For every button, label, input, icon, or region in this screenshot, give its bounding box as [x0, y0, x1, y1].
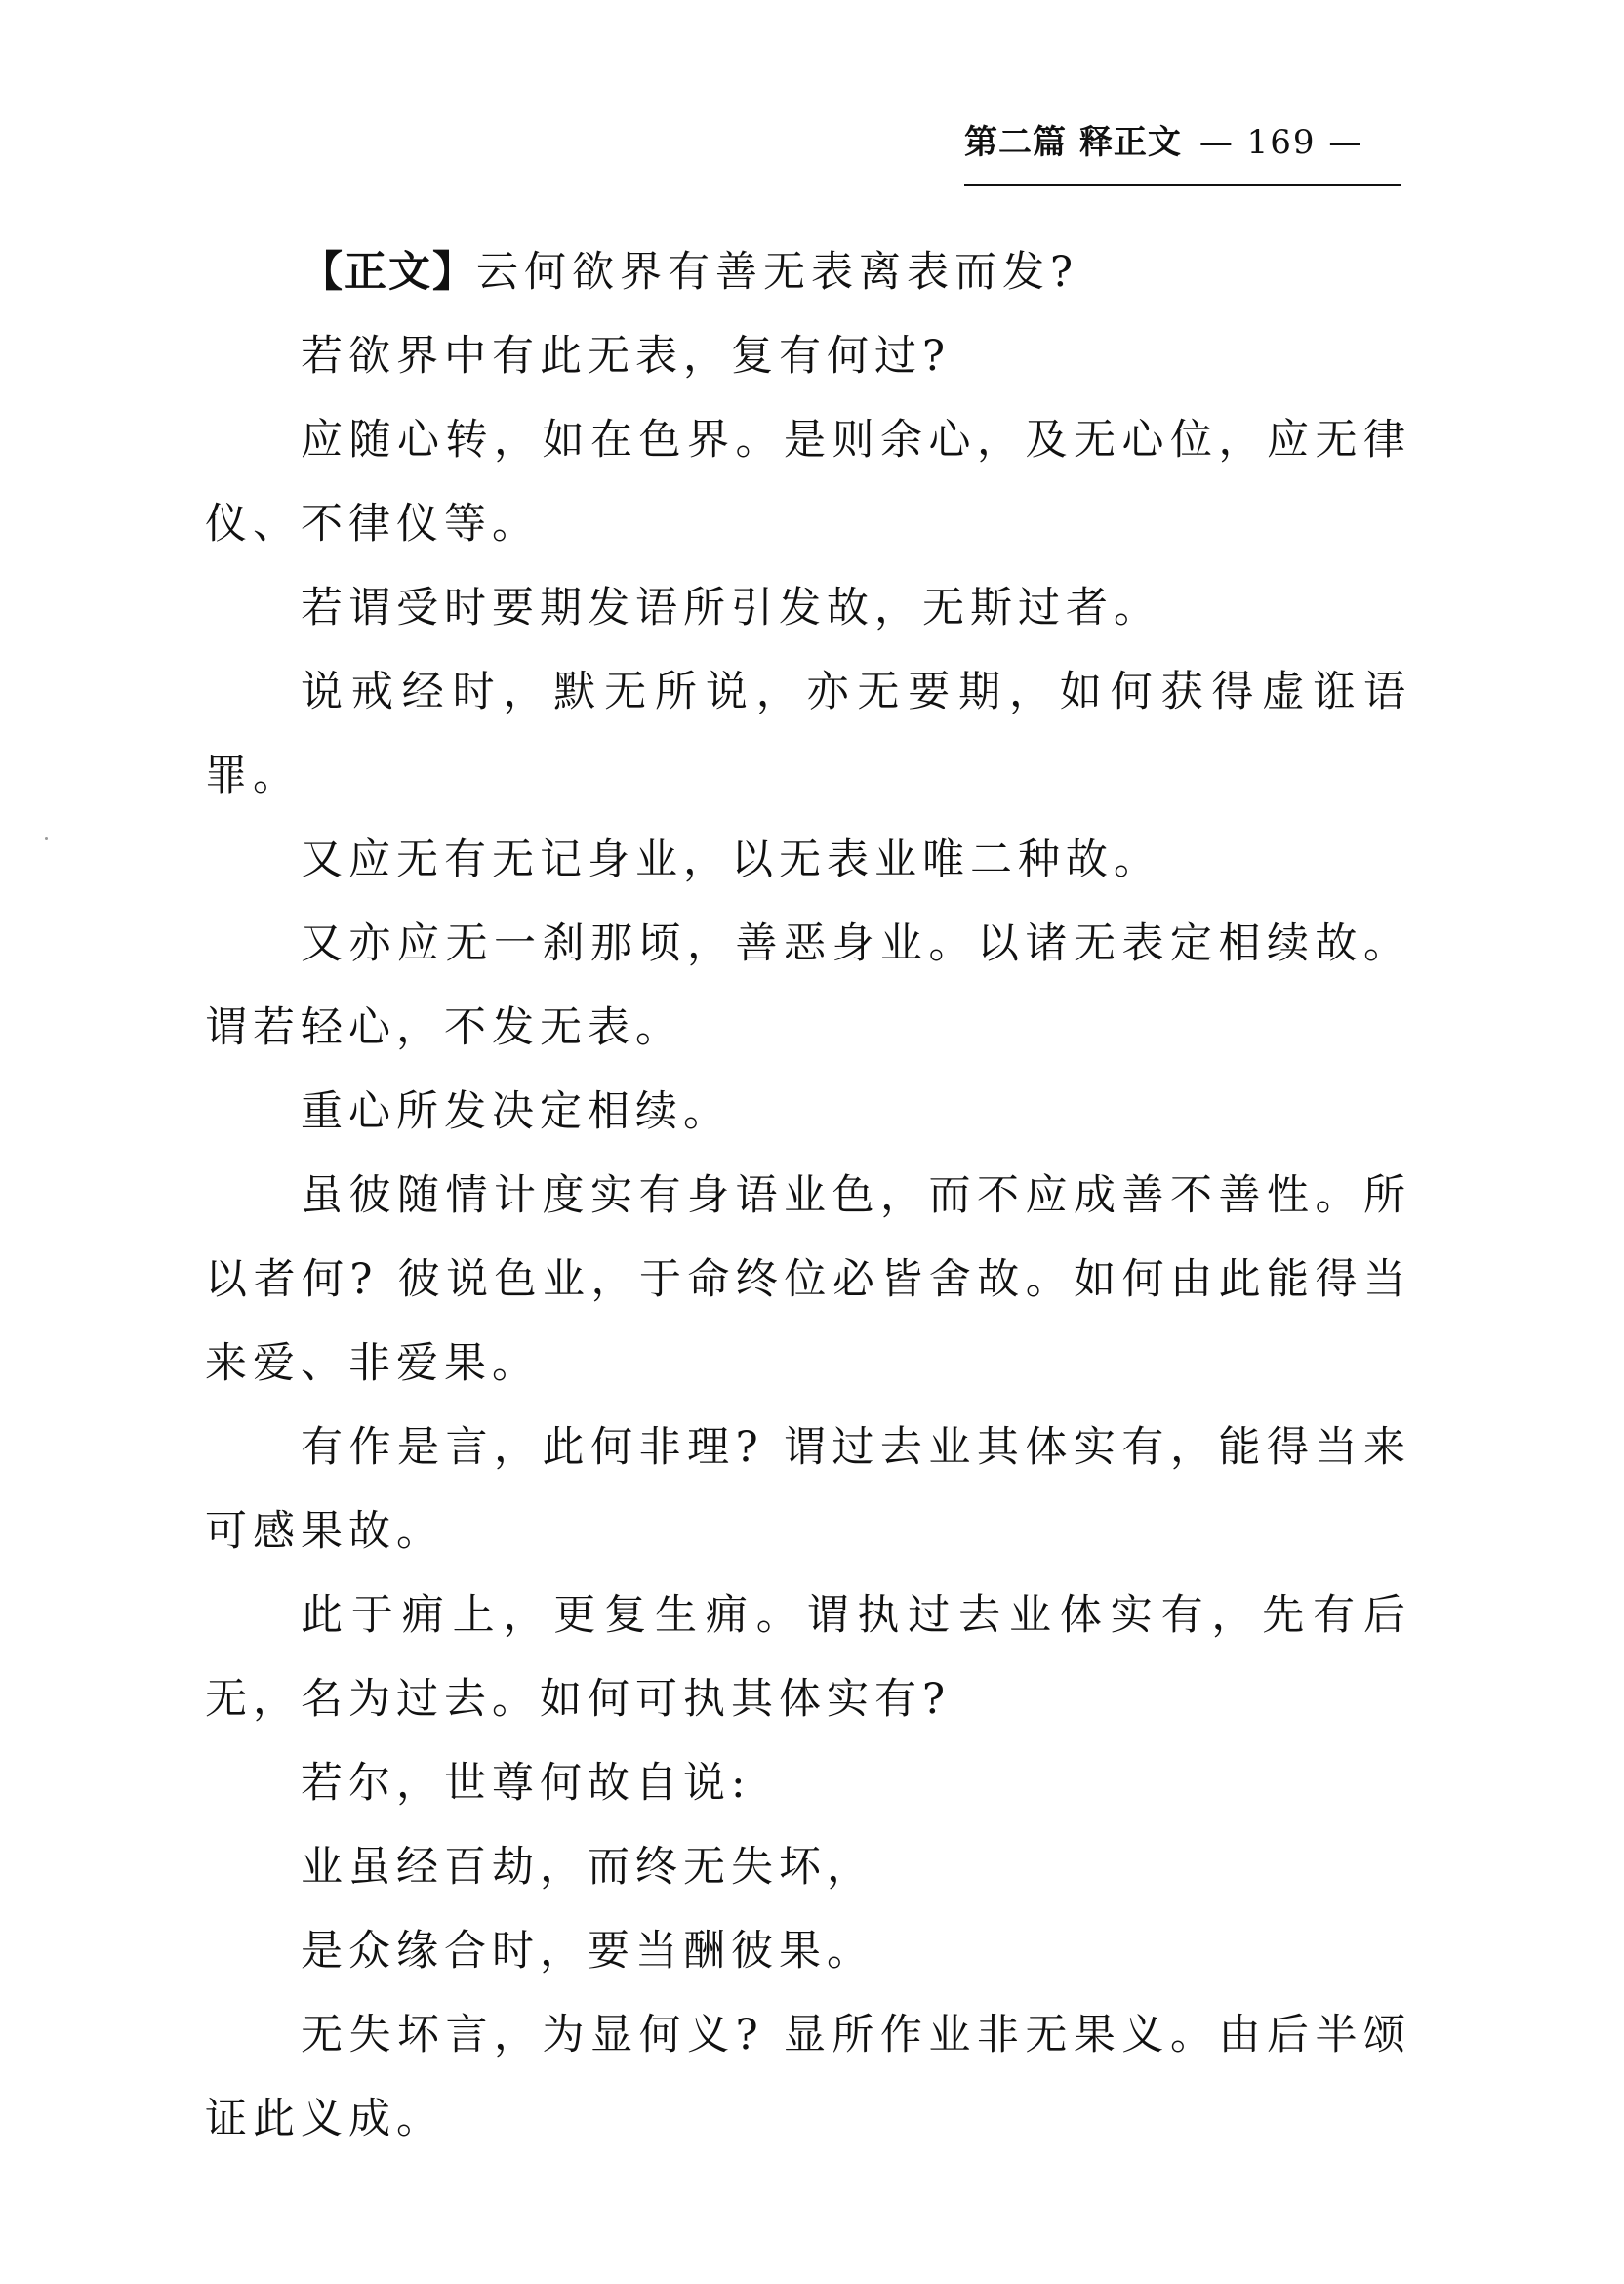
paragraph-text: 云何欲界有善无表离表而发?	[476, 248, 1079, 297]
paragraph: 又应无有无记身业，以无表业唯二种故。	[301, 836, 1161, 884]
verse-line: 业虽经百劫，而终无失坏，	[301, 1843, 874, 1892]
paragraph: 若尔，世尊何故自说:	[301, 1759, 751, 1808]
paragraph: 若谓受时要期发语所引发故，无斯过者。	[301, 584, 1161, 632]
paragraph: 此于痈上，更复生痈。谓执过去业体实有，先有后无，名为过去。如何可执其体实有?	[205, 1591, 1411, 1724]
paragraph: 无失坏言，为显何义? 显所作业非无果义。由后半颂证此义成。	[205, 2011, 1411, 2143]
paragraph: 若欲界中有此无表，复有何过?	[301, 332, 952, 381]
paragraph: 应随心转，如在色界。是则余心，及无心位，应无律仪、不律仪等。	[205, 416, 1411, 549]
section-title: 第二篇 释正文	[964, 123, 1182, 162]
scan-speck	[45, 837, 48, 840]
page-number: — 169 —	[1198, 123, 1364, 162]
zhengwen-label: 【正文】	[301, 248, 476, 297]
paragraph: 说戒经时，默无所说，亦无要期，如何获得虚诳语罪。	[205, 668, 1411, 800]
paragraph: 虽彼随情计度实有身语业色，而不应成善不善性。所以者何? 彼说色业，于命终位必皆舍故。如何由此能得当来爱、非爱果。	[205, 1171, 1411, 1388]
verse-line: 是众缘合时，要当酬彼果。	[301, 1927, 874, 1976]
running-header	[964, 115, 1401, 186]
paragraph: 重心所发决定相续。	[301, 1087, 731, 1136]
paragraph	[205, 230, 1411, 314]
paragraph: 有作是言，此何非理? 谓过去业其体实有，能得当来可感果故。	[205, 1423, 1411, 1556]
body-text	[205, 230, 1411, 2161]
paragraph: 又亦应无一刹那顷，善恶身业。以诸无表定相续故。谓若轻心，不发无表。	[205, 919, 1411, 1052]
